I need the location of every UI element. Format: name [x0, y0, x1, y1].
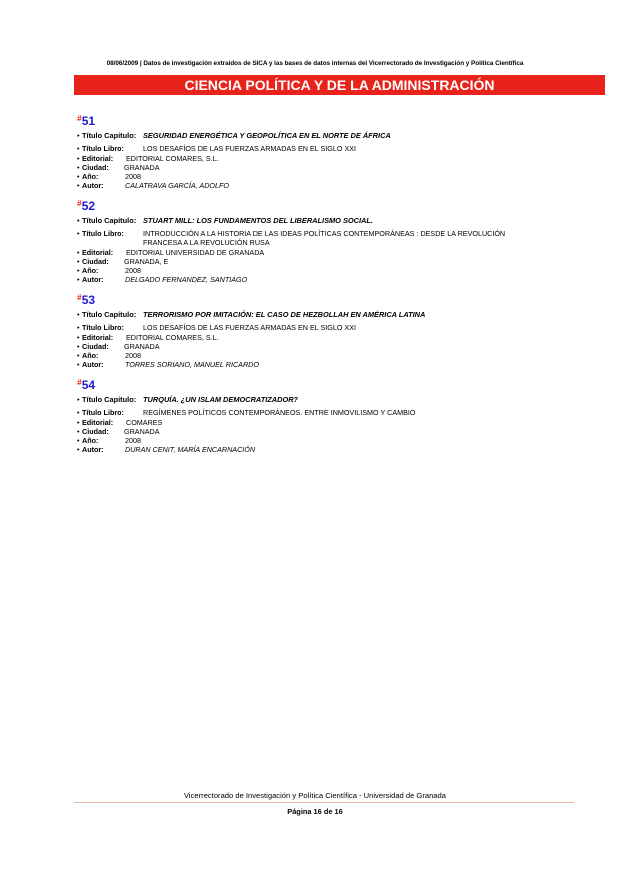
field-ciudad	[77, 427, 597, 436]
field-label: Autor:	[82, 360, 104, 369]
field-value: GRANADA	[124, 342, 160, 351]
field-value: 2008	[125, 436, 141, 445]
field-titulo-capitulo	[77, 131, 597, 140]
field-label: Año:	[82, 266, 99, 275]
field-label: Ciudad:	[82, 257, 109, 266]
field-label: Título Capítulo:	[82, 216, 137, 225]
field-value: INTRODUCCIÓN A LA HISTORIA DE LAS IDEAS POLÍTICAS CONTEMPORÁNEAS : DESDE LA REVOLUCIÓN FRANCESA A LA REVOLUCIÓN RUSA	[143, 229, 506, 247]
record-number: 54	[81, 378, 96, 392]
field-label: Título Capítulo:	[82, 395, 137, 404]
field-label: Año:	[82, 436, 99, 445]
field-anio	[77, 172, 597, 181]
record-heading	[77, 112, 597, 131]
field-editorial	[77, 333, 597, 342]
field-ciudad	[77, 257, 597, 266]
field-value: CALATRAVA GARCÍA, ADOLFO	[125, 181, 229, 190]
field-value: GRANADA, E	[124, 257, 169, 266]
field-value: REGÍMENES POLÍTICOS CONTEMPORÁNEOS. ENTRE INMOVILISMO Y CAMBIO	[143, 408, 416, 417]
record-number: 51	[81, 114, 96, 128]
field-autor	[77, 181, 597, 190]
field-titulo-capitulo	[77, 216, 597, 225]
field-autor	[77, 360, 597, 369]
field-editorial	[77, 154, 597, 163]
bullet-icon: •	[77, 131, 80, 140]
bullet-icon: •	[77, 181, 80, 190]
field-value: EDITORIAL COMARES, S.L.	[126, 154, 219, 163]
field-value: EDITORIAL COMARES, S.L.	[126, 333, 219, 342]
bullet-icon: •	[77, 342, 80, 351]
field-titulo-libro	[77, 229, 597, 247]
field-titulo-libro	[77, 408, 597, 417]
field-label: Título Capítulo:	[82, 131, 137, 140]
field-anio	[77, 351, 597, 360]
bullet-icon: •	[77, 216, 80, 225]
bullet-icon: •	[77, 351, 80, 360]
page-footer: Vicerrectorado de Investigación y Política Científica - Universidad de Granada	[184, 791, 446, 800]
bullet-icon: •	[77, 360, 80, 369]
field-label: Autor:	[82, 181, 104, 190]
field-value: EDITORIAL UNIVERSIDAD DE GRANADA	[126, 248, 265, 257]
bullet-icon: •	[77, 323, 80, 332]
bullet-icon: •	[77, 257, 80, 266]
field-label: Editorial:	[82, 333, 114, 342]
hash-mark: #	[77, 292, 82, 302]
record-number: 52	[81, 199, 96, 213]
field-value: LOS DESAFÍOS DE LAS FUERZAS ARMADAS EN EL SIGLO XXI	[143, 144, 357, 153]
field-label: Año:	[82, 351, 99, 360]
bullet-icon: •	[77, 418, 80, 427]
field-label: Editorial:	[82, 418, 114, 427]
field-titulo-capitulo	[77, 395, 597, 404]
field-label: Año:	[82, 172, 99, 181]
bullet-icon: •	[77, 436, 80, 445]
field-value: 2008	[125, 351, 141, 360]
bullet-icon: •	[77, 154, 80, 163]
record-item	[77, 376, 597, 454]
field-value: TERRORISMO POR IMITACIÓN: EL CASO DE HEZBOLLAH EN AMÉRICA LATINA	[143, 310, 426, 319]
field-value: DELGADO FERNANDEZ, SANTIAGO	[125, 275, 248, 284]
field-editorial	[77, 418, 597, 427]
hash-mark: #	[77, 198, 82, 208]
bullet-icon: •	[77, 333, 80, 342]
bullet-icon: •	[77, 310, 80, 319]
field-label: Editorial:	[82, 248, 114, 257]
bullet-icon: •	[77, 408, 80, 417]
field-label: Título Capítulo:	[82, 310, 137, 319]
records-list	[77, 112, 597, 461]
field-label: Ciudad:	[82, 163, 109, 172]
bullet-icon: •	[77, 248, 80, 257]
page-header: 08/06/2009 | Datos de investigación extraídos de SICA y las bases de datos internas del Vicerrectorado de Investigación y Política Científica	[106, 60, 524, 67]
field-value: TURQUÍA. ¿UN ISLAM DEMOCRATIZADOR?	[143, 395, 299, 404]
field-value: GRANADA	[124, 427, 160, 436]
field-ciudad	[77, 342, 597, 351]
bullet-icon: •	[77, 172, 80, 181]
field-value: DURAN CENIT, MARÍA ENCARNACIÓN	[125, 445, 256, 454]
record-heading	[77, 291, 597, 310]
field-value: GRANADA	[124, 163, 160, 172]
field-label: Ciudad:	[82, 427, 109, 436]
record-item	[77, 112, 597, 190]
field-label: Autor:	[82, 275, 104, 284]
section-title-banner: CIENCIA POLÍTICA Y DE LA ADMINISTRACIÓN	[74, 75, 605, 95]
field-label: Editorial:	[82, 154, 114, 163]
field-value: STUART MILL: LOS FUNDAMENTOS DEL LIBERALISMO SOCIAL.	[143, 216, 373, 225]
field-label: Autor:	[82, 445, 104, 454]
record-heading	[77, 376, 597, 395]
field-value: SEGURIDAD ENERGÉTICA Y GEOPOLÍTICA EN EL NORTE DE ÁFRICA	[143, 131, 391, 140]
record-item	[77, 197, 597, 284]
record-heading	[77, 197, 597, 216]
field-label: Ciudad:	[82, 342, 109, 351]
bullet-icon: •	[77, 427, 80, 436]
bullet-icon: •	[77, 229, 80, 238]
field-value: 2008	[125, 172, 141, 181]
bullet-icon: •	[77, 275, 80, 284]
field-value: LOS DESAFÍOS DE LAS FUERZAS ARMADAS EN EL SIGLO XXI	[143, 323, 357, 332]
hash-mark: #	[77, 113, 82, 123]
field-value: COMARES	[126, 418, 163, 427]
field-titulo-libro	[77, 144, 597, 153]
field-titulo-capitulo	[77, 310, 597, 319]
record-number: 53	[81, 293, 96, 307]
field-anio	[77, 436, 597, 445]
field-value: 2008	[125, 266, 141, 275]
field-label: Título Libro:	[82, 323, 124, 332]
field-editorial	[77, 248, 597, 257]
bullet-icon: •	[77, 144, 80, 153]
field-ciudad	[77, 163, 597, 172]
field-label: Título Libro:	[82, 229, 124, 238]
footer-divider	[74, 802, 574, 803]
hash-mark: #	[77, 377, 82, 387]
record-item	[77, 291, 597, 369]
bullet-icon: •	[77, 395, 80, 404]
field-label: Título Libro:	[82, 144, 124, 153]
field-autor	[77, 275, 597, 284]
field-value: TORRES SORIANO, MANUEL RICARDO	[125, 360, 259, 369]
field-label: Título Libro:	[82, 408, 124, 417]
bullet-icon: •	[77, 445, 80, 454]
bullet-icon: •	[77, 266, 80, 275]
field-anio	[77, 266, 597, 275]
field-autor	[77, 445, 597, 454]
page-number: Página 16 de 16	[287, 807, 343, 816]
bullet-icon: •	[77, 163, 80, 172]
field-titulo-libro	[77, 323, 597, 332]
